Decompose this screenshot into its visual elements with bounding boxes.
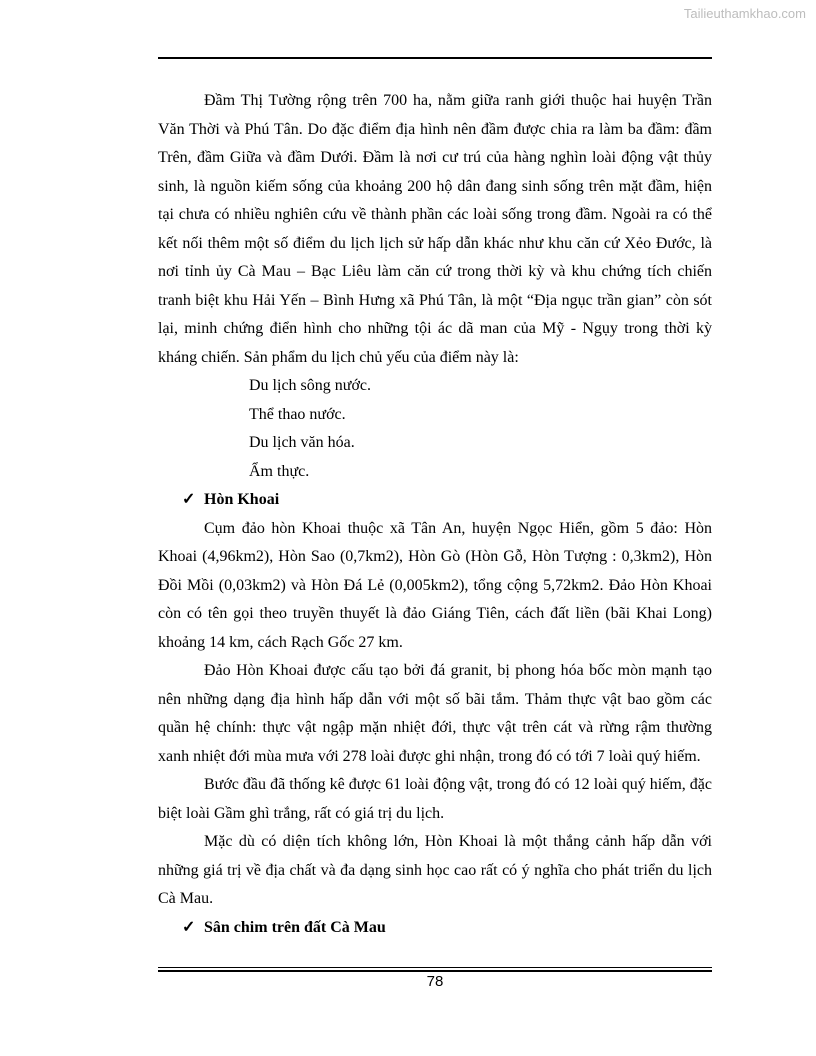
page-body <box>158 87 712 942</box>
page-number: 78 <box>426 973 444 990</box>
checkmark-icon: ✓ <box>182 491 196 508</box>
paragraph-hon-khoai-intro: Cụm đảo hòn Khoai thuộc xã Tân An, huyện Ngọc Hiển, gồm 5 đảo: Hòn Khoai (4,96km2), Hòn Sao (0,7km2), Hòn Gò (Hòn Gỗ, Hòn Tượng : 0,3km2), Hòn Đồi Mồi (0,03km2) và Hòn Đá Lẻ (0,005km2), tổng cộng 5,72km2. Đảo Hòn Khoai còn có tên gọi theo truyền thuyết là đảo Giáng Tiên, cách đất liền (bãi Khai Long) khoảng 14 km, cách Rạch Gốc 27 km. <box>158 519 712 651</box>
paragraph-hon-khoai-fauna: Bước đầu đã thống kê được 61 loài động vật, trong đó có 12 loài quý hiếm, đặc biệt loài Gầm ghì trắng, rất có giá trị du lịch. <box>158 776 712 822</box>
heading-text: Hòn Khoai <box>204 491 280 508</box>
list-item: Du lịch văn hóa. <box>249 434 355 451</box>
watermark: Tailieuthamkhao.com <box>683 6 806 21</box>
paragraph-hon-khoai-geology: Đảo Hòn Khoai được cấu tạo bởi đá granit, bị phong hóa bốc mòn mạnh tạo nên những dạng địa hình hấp dẫn với một số bãi tắm. Thảm thực vật bao gồm các quần hệ chính: thực vật ngập mặn nhiệt đới, thực vật trên cát và rừng rậm thường xanh nhiệt đới mùa mưa với 278 loài được ghi nhận, trong đó có tới 7 loài quý hiếm. <box>158 662 712 765</box>
list-item: Du lịch sông nước. <box>249 377 372 394</box>
checkmark-icon: ✓ <box>182 918 196 936</box>
section-heading-hon-khoai <box>158 486 712 515</box>
product-list <box>158 372 712 486</box>
paragraph-dam-thi-tuong: Đầm Thị Tường rộng trên 700 ha, nằm giữa ranh giới thuộc hai huyện Trần Văn Thời và Phú Tân. Do đặc điểm địa hình nên đầm được chia ra làm ba đầm: đầm Trên, đầm Giữa và đầm Dưới. Đầm là nơi cư trú của hàng nghìn loài động vật thủy sinh, là nguồn kiếm sống của khoảng 200 hộ dân đang sinh sống trên mặt đầm, hiện tại chưa có nhiều nghiên cứu về thành phần các loài sống trong đầm. Ngoài ra có thể kết nối thêm một số điểm du lịch lịch sử hấp dẫn khác như khu căn cứ Xẻo Đước, là nơi tỉnh ủy Cà Mau – Bạc Liêu làm căn cứ trong thời kỳ và khu chứng tích chiến tranh biệt khu Hải Yến – Bình Hưng xã Phú Tân, là một “Địa ngục trần gian” còn sót lại, minh chứng điển hình cho những tội ác dã man của Mỹ - Ngụy trong thời kỳ kháng chiến. Sản phẩm du lịch chủ yếu của điểm này là: <box>158 92 712 366</box>
list-item: Thể thao nước. <box>249 405 346 423</box>
footer-rule <box>158 967 712 968</box>
heading-text: Sân chim trên đất Cà Mau <box>204 918 386 936</box>
header-rule <box>158 57 712 59</box>
list-item: Ẩm thực. <box>249 462 310 480</box>
section-heading-san-chim <box>158 914 712 943</box>
paragraph-hon-khoai-value: Mặc dù có diện tích không lớn, Hòn Khoai là một thắng cảnh hấp dẫn với những giá trị về địa chất và đa dạng sinh học cao rất có ý nghĩa cho phát triển du lịch Cà Mau. <box>158 833 712 907</box>
